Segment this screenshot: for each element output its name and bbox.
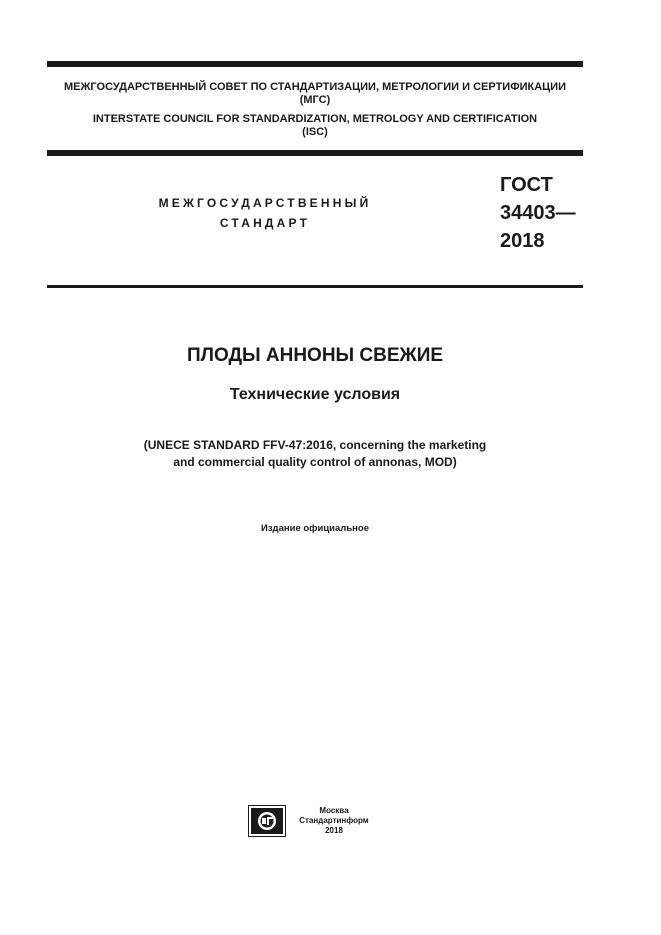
unece-reference-line1: (UNECE STANDARD FFV-47:2016, concerning the marketing	[143, 438, 487, 452]
gost-number: 34403—	[500, 202, 576, 224]
lower-divider	[47, 285, 583, 288]
gost-year: 2018	[500, 230, 545, 252]
publisher-year: 2018	[325, 826, 343, 835]
document-subtitle: Технические условия	[229, 386, 401, 403]
unece-reference	[47, 437, 583, 471]
council-name-en	[47, 113, 583, 139]
council-name-ru-line: МЕЖГОСУДАРСТВЕННЫЙ СОВЕТ ПО СТАНДАРТИЗАЦИИ, МЕТРОЛОГИИ И СЕРТИФИКАЦИИ	[63, 81, 566, 93]
publisher-city: Москва	[319, 806, 349, 815]
standard-kind-line2: СТАНДАРТ	[219, 216, 311, 230]
publisher-name: Стандартинформ	[299, 816, 369, 825]
council-abbr-ru: (МГС)	[299, 94, 331, 106]
document-title: ПЛОДЫ АННОНЫ СВЕЖИЕ	[186, 345, 444, 366]
gost-designation	[500, 171, 576, 255]
standard-kind	[125, 193, 405, 233]
council-name-ru	[47, 81, 583, 107]
unece-reference-line2: and commercial quality control of annonas, MOD)	[173, 455, 457, 469]
gost-label: ГОСТ	[500, 174, 553, 196]
council-name-en-line: INTERSTATE COUNCIL FOR STANDARDIZATION, METROLOGY AND CERTIFICATION	[92, 113, 538, 125]
middle-divider	[47, 150, 583, 156]
standartinform-logo-icon	[248, 805, 286, 837]
publisher-imprint	[292, 806, 376, 836]
standard-kind-line1: МЕЖГОСУДАРСТВЕННЫЙ	[158, 196, 372, 210]
council-abbr-en: (ISC)	[302, 126, 328, 138]
top-divider	[47, 61, 583, 67]
edition-label: Издание официальное	[261, 523, 369, 534]
